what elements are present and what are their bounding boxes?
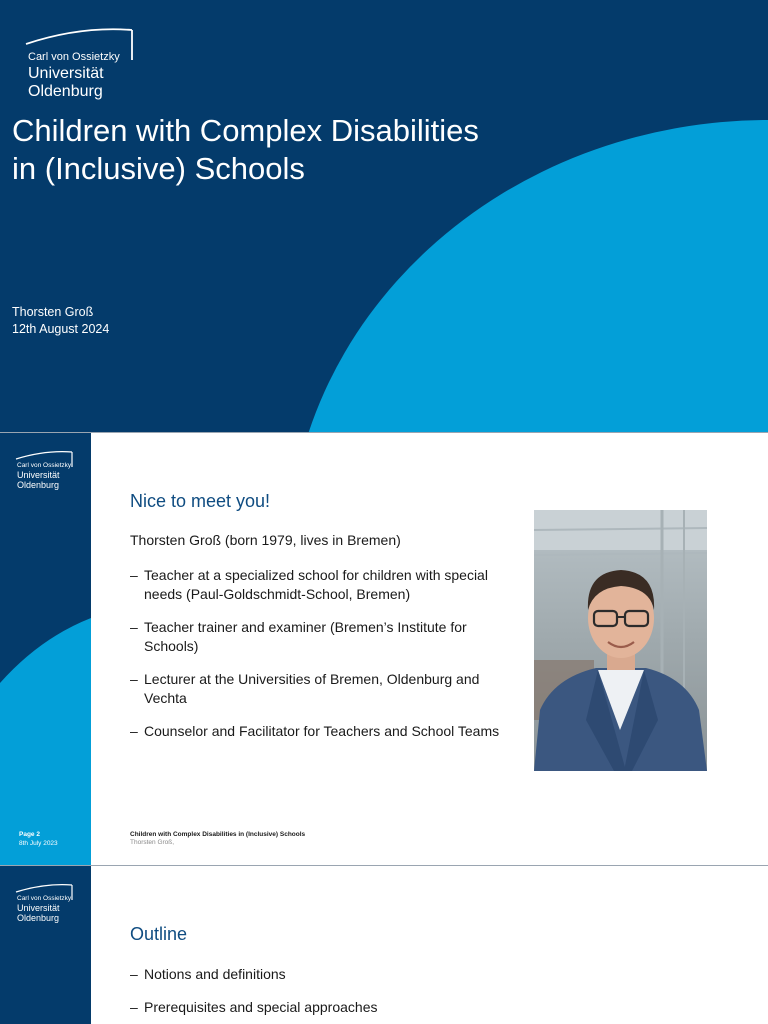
title-line-2: in (Inclusive) Schools: [12, 151, 305, 186]
slide-heading: Nice to meet you!: [130, 491, 271, 511]
outline-slide: [0, 866, 768, 1024]
slide-sidebar: [0, 433, 91, 865]
intro-slide: [0, 433, 768, 865]
logo-line-3: Oldenburg: [17, 913, 60, 923]
bullet-marker: –: [130, 671, 138, 687]
sidebar-accent-curve: [0, 433, 91, 865]
title-line-1: Children with Complex Disabilities: [12, 113, 479, 148]
list-item: – Lecturer at the Universities of Bremen, Oldenburg and Vechta: [130, 671, 480, 706]
accent-curve: [0, 0, 768, 432]
author-info: [12, 304, 109, 338]
bullet-list: [130, 965, 630, 1024]
presentation-title: [12, 112, 612, 188]
slide-footer: [130, 831, 305, 847]
list-item: – Counselor and Facilitator for Teachers and School Teams: [130, 723, 500, 739]
bullet-marker: –: [130, 999, 138, 1015]
page-info: [19, 830, 58, 848]
page-date: 8th July 2023: [19, 840, 58, 847]
presentation-date: 12th August 2024: [12, 322, 110, 336]
logo-line-1: Carl von Ossietzky: [17, 895, 72, 902]
speaker-photo: [534, 510, 707, 771]
logo-line-2: Universität: [28, 65, 104, 82]
title-slide: [0, 0, 768, 432]
bullet-marker: –: [130, 567, 138, 583]
page-number: Page 2: [19, 831, 40, 838]
logo-line-1: Carl von Ossietzky: [17, 462, 72, 469]
author-name: Thorsten Groß: [12, 305, 94, 319]
logo-line-2: Universität: [17, 470, 60, 480]
intro-text: Thorsten Groß (born 1979, lives in Bremen): [130, 532, 401, 548]
bullet-marker: –: [130, 966, 138, 982]
logo-line-1: Carl von Ossietzky: [28, 51, 120, 63]
slide-sidebar: [0, 866, 91, 1024]
bullet-marker: –: [130, 723, 138, 739]
bullet-marker: –: [130, 619, 138, 635]
list-item: – Prerequisites and special approaches: [130, 999, 378, 1015]
logo-line-2: Universität: [17, 903, 60, 913]
logo-line-3: Oldenburg: [17, 480, 60, 490]
footer-author: Thorsten Groß,: [130, 839, 175, 846]
list-item: – Notions and definitions: [130, 966, 286, 982]
list-item: – Teacher at a specialized school for children with special needs (Paul-Goldschmidt-School, Bremen): [130, 567, 488, 602]
list-item: – Teacher trainer and examiner (Bremen’s Institute for Schools): [130, 619, 467, 654]
slide-heading: Outline: [130, 924, 188, 944]
logo-line-3: Oldenburg: [28, 83, 103, 100]
bullet-list: [130, 566, 520, 755]
footer-title: Children with Complex Disabilities in (Inclusive) Schools: [130, 831, 306, 838]
